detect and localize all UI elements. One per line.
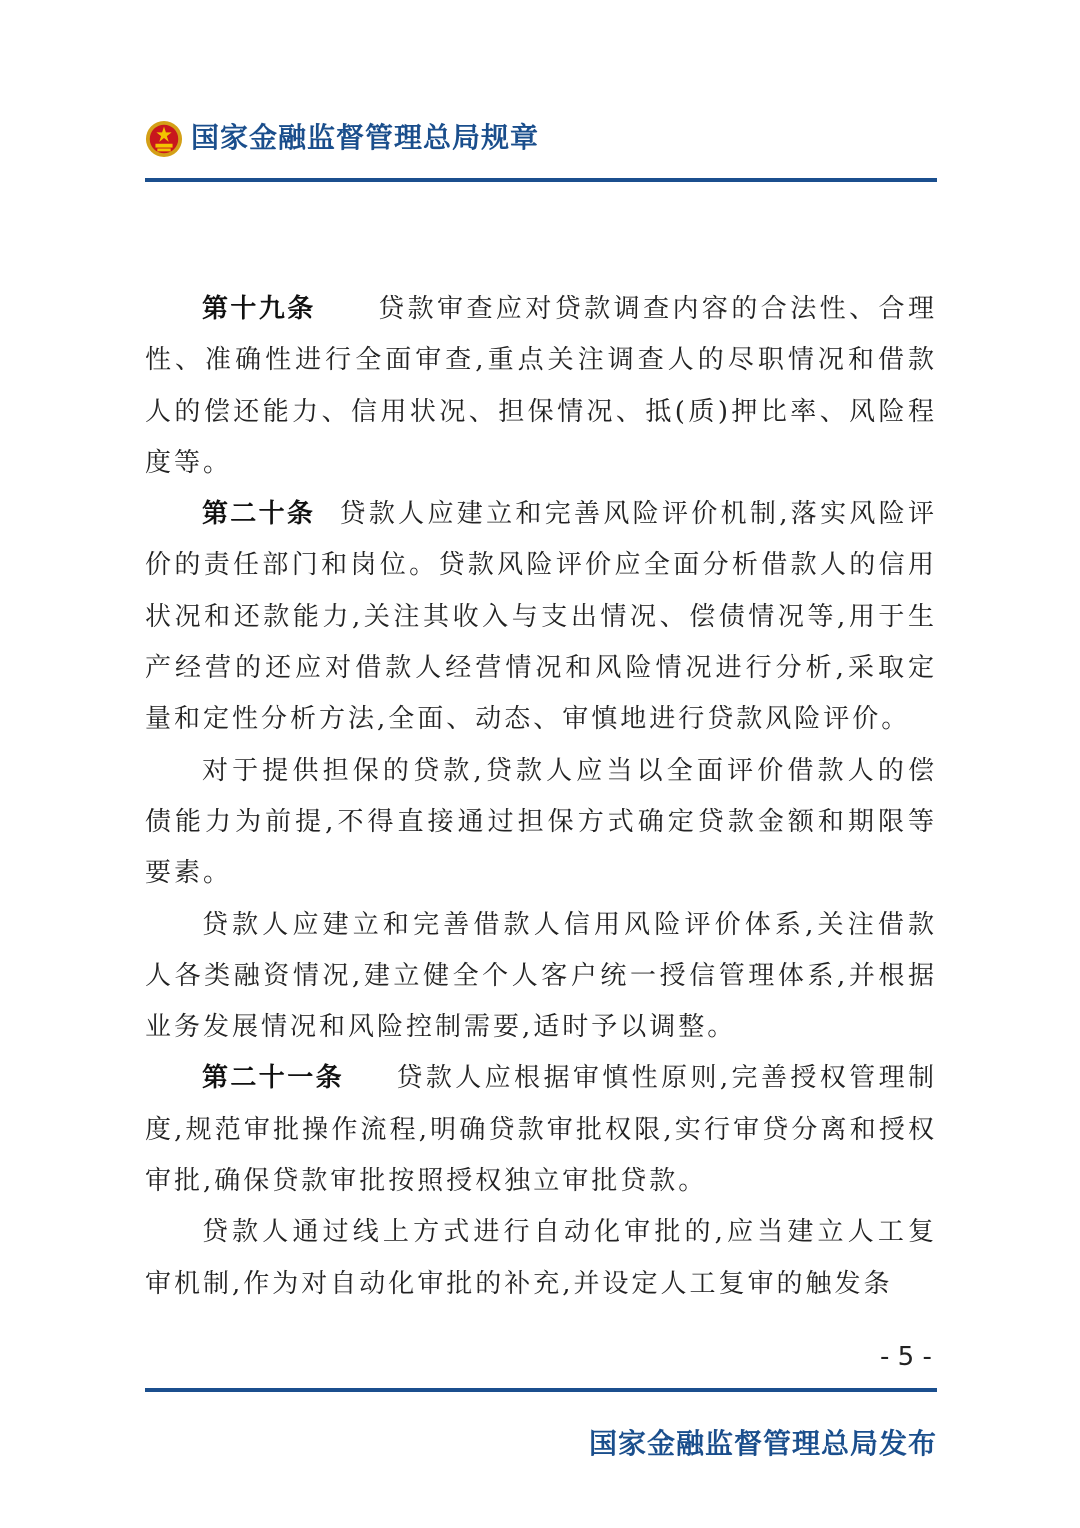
article-20-paragraph-2: 贷款人应建立和完善借款人信用风险评价体系,关注借款人各类融资情况,建立健全个人客户统一授信管理体系,并根据业务发展情况和风险控制需要,适时予以调整。 <box>145 909 937 1043</box>
article-20 <box>145 489 937 899</box>
header-title: 国家金融监督管理总局规章 <box>191 121 540 154</box>
article-number: 第二十一条 <box>202 1063 345 1094</box>
footer-publisher: 国家金融监督管理总局发布 <box>588 1427 937 1460</box>
header-divider <box>145 178 937 182</box>
article-number: 第二十条 <box>202 499 316 530</box>
article-number: 第十九条 <box>202 294 316 324</box>
article-text: 贷款人应根据审慎性原则,完善授权管理制度,规范审批操作流程,明确贷款审批权限,实行审贷分离和授权审批,确保贷款审批按照授权独立审批贷款。 <box>145 1063 937 1197</box>
article-21-paragraph-2: 贷款人通过线上方式进行自动化审批的,应当建立人工复审机制,作为对自动化审批的补充,并设定人工复审的触发条 <box>145 1217 937 1299</box>
page-header <box>145 112 937 164</box>
article-text-continued: 对于提供担保的贷款,贷款人应当以全面评价借款人的偿债能力为前提,不得直接通过担保方式确定贷款金额和期限等要素。 <box>145 755 937 889</box>
document-body <box>145 284 937 1310</box>
page-number: - 5 - <box>880 1342 932 1372</box>
article-text: 贷款人应建立和完善风险评价机制,落实风险评价的责任部门和岗位。贷款风险评价应全面分析借款人的信用状况和还款能力,关注其收入与支出情况、偿债情况等,用于生产经营的还应对借款人经营情况和风险情况进行分析,采取定量和定性分析方法,全面、动态、审慎地进行贷款风险评价。 <box>145 499 937 735</box>
national-emblem-icon <box>145 120 183 158</box>
article-text: 贷款审查应对贷款调查内容的合法性、合理性、准确性进行全面审查,重点关注调查人的尽职情况和借款人的偿还能力、信用状况、担保情况、抵(质)押比率、风险程度等。 <box>145 294 937 478</box>
footer-divider <box>145 1388 937 1392</box>
article-21 <box>145 1053 937 1207</box>
article-19 <box>145 284 937 489</box>
